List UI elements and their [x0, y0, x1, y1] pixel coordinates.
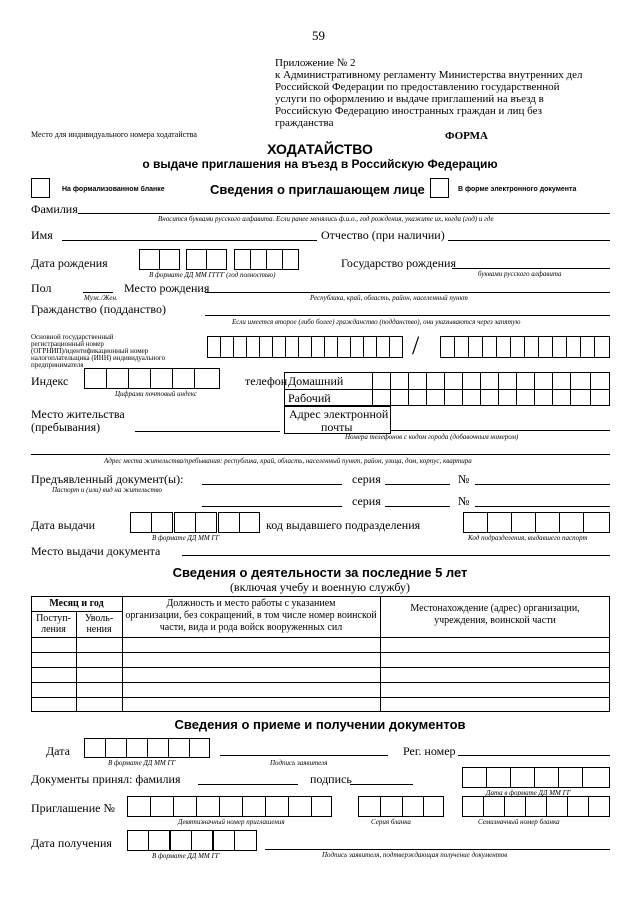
applicant-sign-line[interactable]	[220, 755, 388, 756]
col-location: Местонахождение (адрес) организации,	[410, 603, 580, 614]
birth-date-hint: В формате ДД ММ ГГГГ (год полностью)	[149, 271, 276, 279]
table-row[interactable]	[31, 652, 610, 653]
accepted-date-hint: Дата в формате ДД ММ ГГ	[486, 789, 571, 797]
birth-date-cells[interactable]	[139, 249, 299, 270]
residence-line-2[interactable]	[31, 454, 610, 455]
accepted-label: Документы принял: фамилия	[31, 772, 181, 786]
accepted-sign-label: подпись	[310, 772, 352, 786]
ogrn-label-line: предпринимателя	[31, 361, 84, 369]
ogrn-label-line: (ОГРНИП)/идентификационный номер	[31, 347, 149, 355]
ogrn-label-line: Основной государственный	[31, 333, 114, 341]
residence-label-cont: (пребывания)	[31, 420, 101, 434]
patronymic-label: Отчество (при наличии)	[321, 228, 445, 242]
col-position-cont: организации, без сокращений, в том числе номер воинской	[125, 610, 377, 621]
id-place-label: Место для индивидуального номера ходатайства	[31, 130, 197, 139]
series-label: серия	[352, 472, 381, 486]
reg-no-label: Рег. номер	[403, 744, 456, 758]
activity-subheading: (включая учебу и военную службу)	[229, 580, 411, 594]
receipt-sign-line[interactable]	[265, 849, 610, 850]
electronic-label: В форме электронного документа	[458, 186, 577, 193]
email-label: Адрес электронной	[289, 407, 389, 421]
phone-work-label: Рабочий	[288, 391, 331, 405]
series-line[interactable]	[385, 484, 450, 485]
accepted-surname-line[interactable]	[198, 784, 298, 785]
phone-label: телефон	[245, 374, 288, 388]
dept-code-cells[interactable]	[463, 512, 610, 533]
doc-label: Предъявленный документ(ы):	[31, 472, 184, 486]
page-number: 59	[312, 28, 325, 43]
col-admission-cont: ления	[41, 624, 66, 635]
col-dismissal-cont: нения	[86, 624, 112, 635]
receipt-date-hint: В формате ДД ММ ГГ	[152, 852, 220, 860]
number-label: №	[458, 472, 470, 486]
phone-work-cells[interactable]	[373, 390, 610, 406]
blank-series-hint: Серия бланка	[371, 818, 411, 826]
email-label-cont: почты	[321, 420, 353, 434]
ogrn-label-line: регистрационный номер	[31, 340, 104, 348]
reception-date-cells[interactable]	[84, 738, 210, 758]
appendix-line: к Административному регламенту Министерства внутренних дел	[275, 69, 583, 81]
table-row[interactable]	[31, 667, 610, 668]
forma-label: ФОРМА	[445, 130, 488, 142]
dept-code-label: код выдавшего подразделения	[266, 518, 421, 532]
appendix-line: Российской Федерации по предоставлению государственной	[275, 81, 560, 93]
blank-number-hint: Семизначный номер бланка	[478, 818, 560, 826]
appendix-line: гражданства	[275, 117, 334, 129]
receipt-sign-hint: Подпись заявителя, подтверждающая получение документов	[322, 851, 508, 859]
phone-home-label: Домашний	[288, 374, 344, 388]
col-position: Должность и место работы с указанием	[166, 598, 336, 609]
reception-date-hint: В формате ДД ММ ГГ	[108, 759, 176, 767]
table-row[interactable]	[31, 697, 610, 698]
surname-label: Фамилия	[31, 202, 78, 216]
form-title: ХОДАТАЙСТВО	[267, 141, 373, 157]
issue-place-label: Место выдачи документа	[31, 544, 161, 558]
citizenship-hint: Если имеется второе (либо более) гражданство (подданство), они указываются через запятую	[232, 318, 521, 326]
index-hint: Цифрами почтовый индекс	[115, 390, 197, 398]
issue-place-line[interactable]	[182, 555, 610, 556]
reg-no-line[interactable]	[458, 755, 610, 756]
activity-heading: Сведения о деятельности за последние 5 лет	[172, 565, 468, 580]
name-line[interactable]	[62, 240, 317, 241]
col-admission: Поступ-	[36, 613, 71, 624]
surname-line[interactable]	[78, 213, 610, 214]
ogrn-label-line: налогоплательщика (ИНН) индивидуального	[31, 354, 166, 362]
residence-hint: Адрес места жительства/пребывания: республика, край, область, населенный пункт, район, улица, дом, корпус, квартира	[104, 457, 472, 465]
number-label-2: №	[458, 494, 470, 508]
number-line[interactable]	[475, 484, 610, 485]
sex-line[interactable]	[83, 292, 113, 293]
reception-date-label: Дата	[46, 744, 70, 758]
formalized-checkbox[interactable]	[31, 178, 50, 198]
ogrn-cells[interactable]	[207, 336, 407, 358]
formalized-label: На формализованном бланке	[62, 186, 165, 193]
appendix-title: Приложение № 2	[275, 57, 356, 69]
receipt-date-label: Дата получения	[31, 836, 112, 850]
doc-hint: Паспорт и (или) вид на жительство	[52, 486, 162, 494]
series-label-2: серия	[352, 494, 381, 508]
accepted-sign-line[interactable]	[350, 784, 413, 785]
birth-place-label: Место рождения	[124, 281, 210, 295]
electronic-checkbox[interactable]	[430, 178, 449, 198]
citizenship-label: Гражданство (подданство)	[31, 302, 166, 316]
col-location-cont: учреждения, воинской части	[434, 615, 556, 626]
doc-line-2[interactable]	[202, 506, 342, 507]
reception-heading: Сведения о приеме и получении документов	[174, 717, 466, 732]
issue-date-label: Дата выдачи	[31, 518, 96, 532]
number-line-2[interactable]	[475, 506, 610, 507]
blank-series-cells[interactable]	[358, 796, 444, 817]
col-position-cont: части, вида и рода войск вооруженных сил	[159, 622, 343, 633]
sex-hint: Муж./Жен.	[84, 294, 118, 302]
inviting-heading: Сведения о приглашающем лице	[210, 182, 425, 197]
table-row[interactable]	[31, 682, 610, 683]
appendix-line: услуги по оформлению и выдаче приглашений на въезд в	[275, 93, 544, 105]
receipt-date-cells[interactable]	[127, 830, 257, 851]
ogrn-inn-separator: /	[412, 331, 420, 360]
surname-hint: Вносится буквами русского алфавита. Если ранее менялись ф.и.о., год рождения, укажите их, когда (год) и где	[158, 215, 494, 223]
index-cells[interactable]	[84, 368, 220, 389]
phone-hint: Номера телефонов с кодом города (добавочным номером)	[345, 433, 519, 441]
inn-cells[interactable]	[440, 336, 610, 358]
applicant-sign-hint: Подпись заявителя	[270, 759, 328, 767]
invitation-hint: Девятизначный номер приглашения	[178, 818, 285, 826]
issue-date-cells[interactable]	[130, 512, 260, 533]
issue-date-hint: В формате ДД ММ ГГ	[152, 534, 220, 542]
blank-number-cells[interactable]	[462, 796, 610, 817]
residence-line[interactable]	[135, 431, 280, 432]
birth-place-line[interactable]	[205, 292, 610, 293]
birth-date-label: Дата рождения	[31, 256, 108, 270]
form-subtitle: о выдаче приглашения на въезд в Российскую Федерацию	[142, 157, 498, 171]
birth-state-line[interactable]	[452, 268, 610, 269]
index-label: Индекс	[31, 374, 69, 388]
residence-label: Место жительства	[31, 407, 125, 421]
accepted-date-cells[interactable]	[462, 767, 610, 788]
doc-line[interactable]	[202, 484, 342, 485]
birth-state-hint: буквами русского алфавита	[478, 270, 562, 278]
email-line[interactable]	[391, 430, 610, 431]
series-line-2[interactable]	[385, 506, 450, 507]
patronymic-line[interactable]	[448, 240, 610, 241]
phone-home-cells[interactable]	[373, 373, 610, 389]
name-label: Имя	[31, 228, 53, 242]
birth-state-label: Государство рождения	[341, 256, 456, 270]
col-dismissal: Уволь-	[84, 613, 114, 624]
appendix-line: Российскую Федерацию иностранных граждан и лиц без	[275, 105, 542, 117]
sex-label: Пол	[31, 281, 52, 295]
dept-code-hint: Код подразделения, выдавшего паспорт	[468, 534, 588, 542]
citizenship-line[interactable]	[205, 315, 610, 316]
invitation-number-cells[interactable]	[127, 796, 332, 817]
birth-place-hint: Республика, край, область, район, населенный пункт	[310, 294, 468, 302]
col-month-year: Месяц и год	[49, 598, 104, 609]
invitation-label: Приглашение №	[31, 801, 115, 815]
